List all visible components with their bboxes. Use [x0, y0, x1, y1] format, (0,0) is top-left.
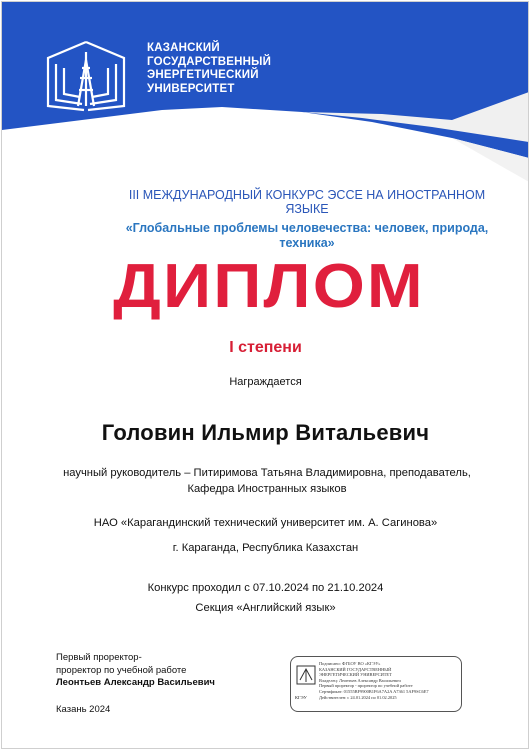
stamp-line: ЭНЕРГЕТИЧЕСКИЙ УНИВЕРСИТЕТ — [319, 672, 392, 678]
stamp-line: Владелец: Леонтьев Александр Васильевич — [319, 677, 401, 683]
stamp-emblem-label: КГЭУ — [295, 695, 307, 700]
contest-dates: Конкурс проходил с 07.10.2024 по 21.10.2024 — [147, 582, 384, 594]
signatory-name: Леонтьев Александр Васильевич — [56, 677, 215, 688]
awarded-label: Награждается — [229, 376, 302, 388]
stamp-line: Первый проректор - проректор по учебной работе — [319, 683, 413, 689]
recipient-name: Головин Ильмир Витальевич — [101, 420, 430, 445]
contest-section: Секция «Английский язык» — [195, 602, 336, 614]
supervisor-info: научный руководитель – Питиримова Татьяна Владимировна, преподаватель, Кафедра Иностранных языков — [63, 467, 471, 495]
university-logo-icon — [42, 38, 130, 114]
electronic-signature-stamp — [290, 656, 462, 712]
organization-name: НАО «Карагандинский технический университет им. А. Сагинова» — [93, 517, 438, 529]
diploma-page — [1, 1, 529, 749]
stamp-line: Действителен: с 24.01.2024 по 01.02.2025 — [319, 694, 397, 700]
diploma-degree: I степени — [229, 339, 302, 356]
stamp-line: Подписано: ФГБОУ ВО «КГЭУ» — [319, 661, 381, 666]
signatory-position-line: Первый проректор- — [56, 652, 142, 663]
contest-theme: «Глобальные проблемы человечества: человек, природа, техника» — [125, 221, 489, 250]
university-name-line: ЭНЕРГЕТИЧЕСКИЙ — [147, 69, 259, 81]
organization-location: г. Караганда, Республика Казахстан — [172, 542, 359, 554]
university-name-line: КАЗАНСКИЙ — [147, 42, 220, 54]
signatory-block — [56, 652, 215, 690]
university-name-line: УНИВЕРСИТЕТ — [147, 82, 235, 95]
stamp-line: Сертификат: 01555BF9900B1F6A7A2A A7361 5AF9SC6E7 — [319, 688, 429, 694]
stamp-text — [319, 661, 459, 700]
signatory-position-line: проректор по учебной работе — [56, 664, 187, 676]
place-and-year: Казань 2024 — [56, 704, 111, 715]
diploma-title: ДИПЛОМ — [113, 252, 425, 321]
university-name — [147, 42, 271, 96]
stamp-emblem-icon — [296, 665, 316, 685]
contest-title: III МЕЖДУНАРОДНЫЙ КОНКУРС ЭССЕ НА ИНОСТРАННОМ ЯЗЫКЕ — [128, 188, 486, 216]
university-name-line: ГОСУДАРСТВЕННЫЙ — [147, 55, 272, 68]
stamp-line: КАЗАНСКИЙ ГОСУДАРСТВЕННЫЙ — [319, 666, 392, 672]
